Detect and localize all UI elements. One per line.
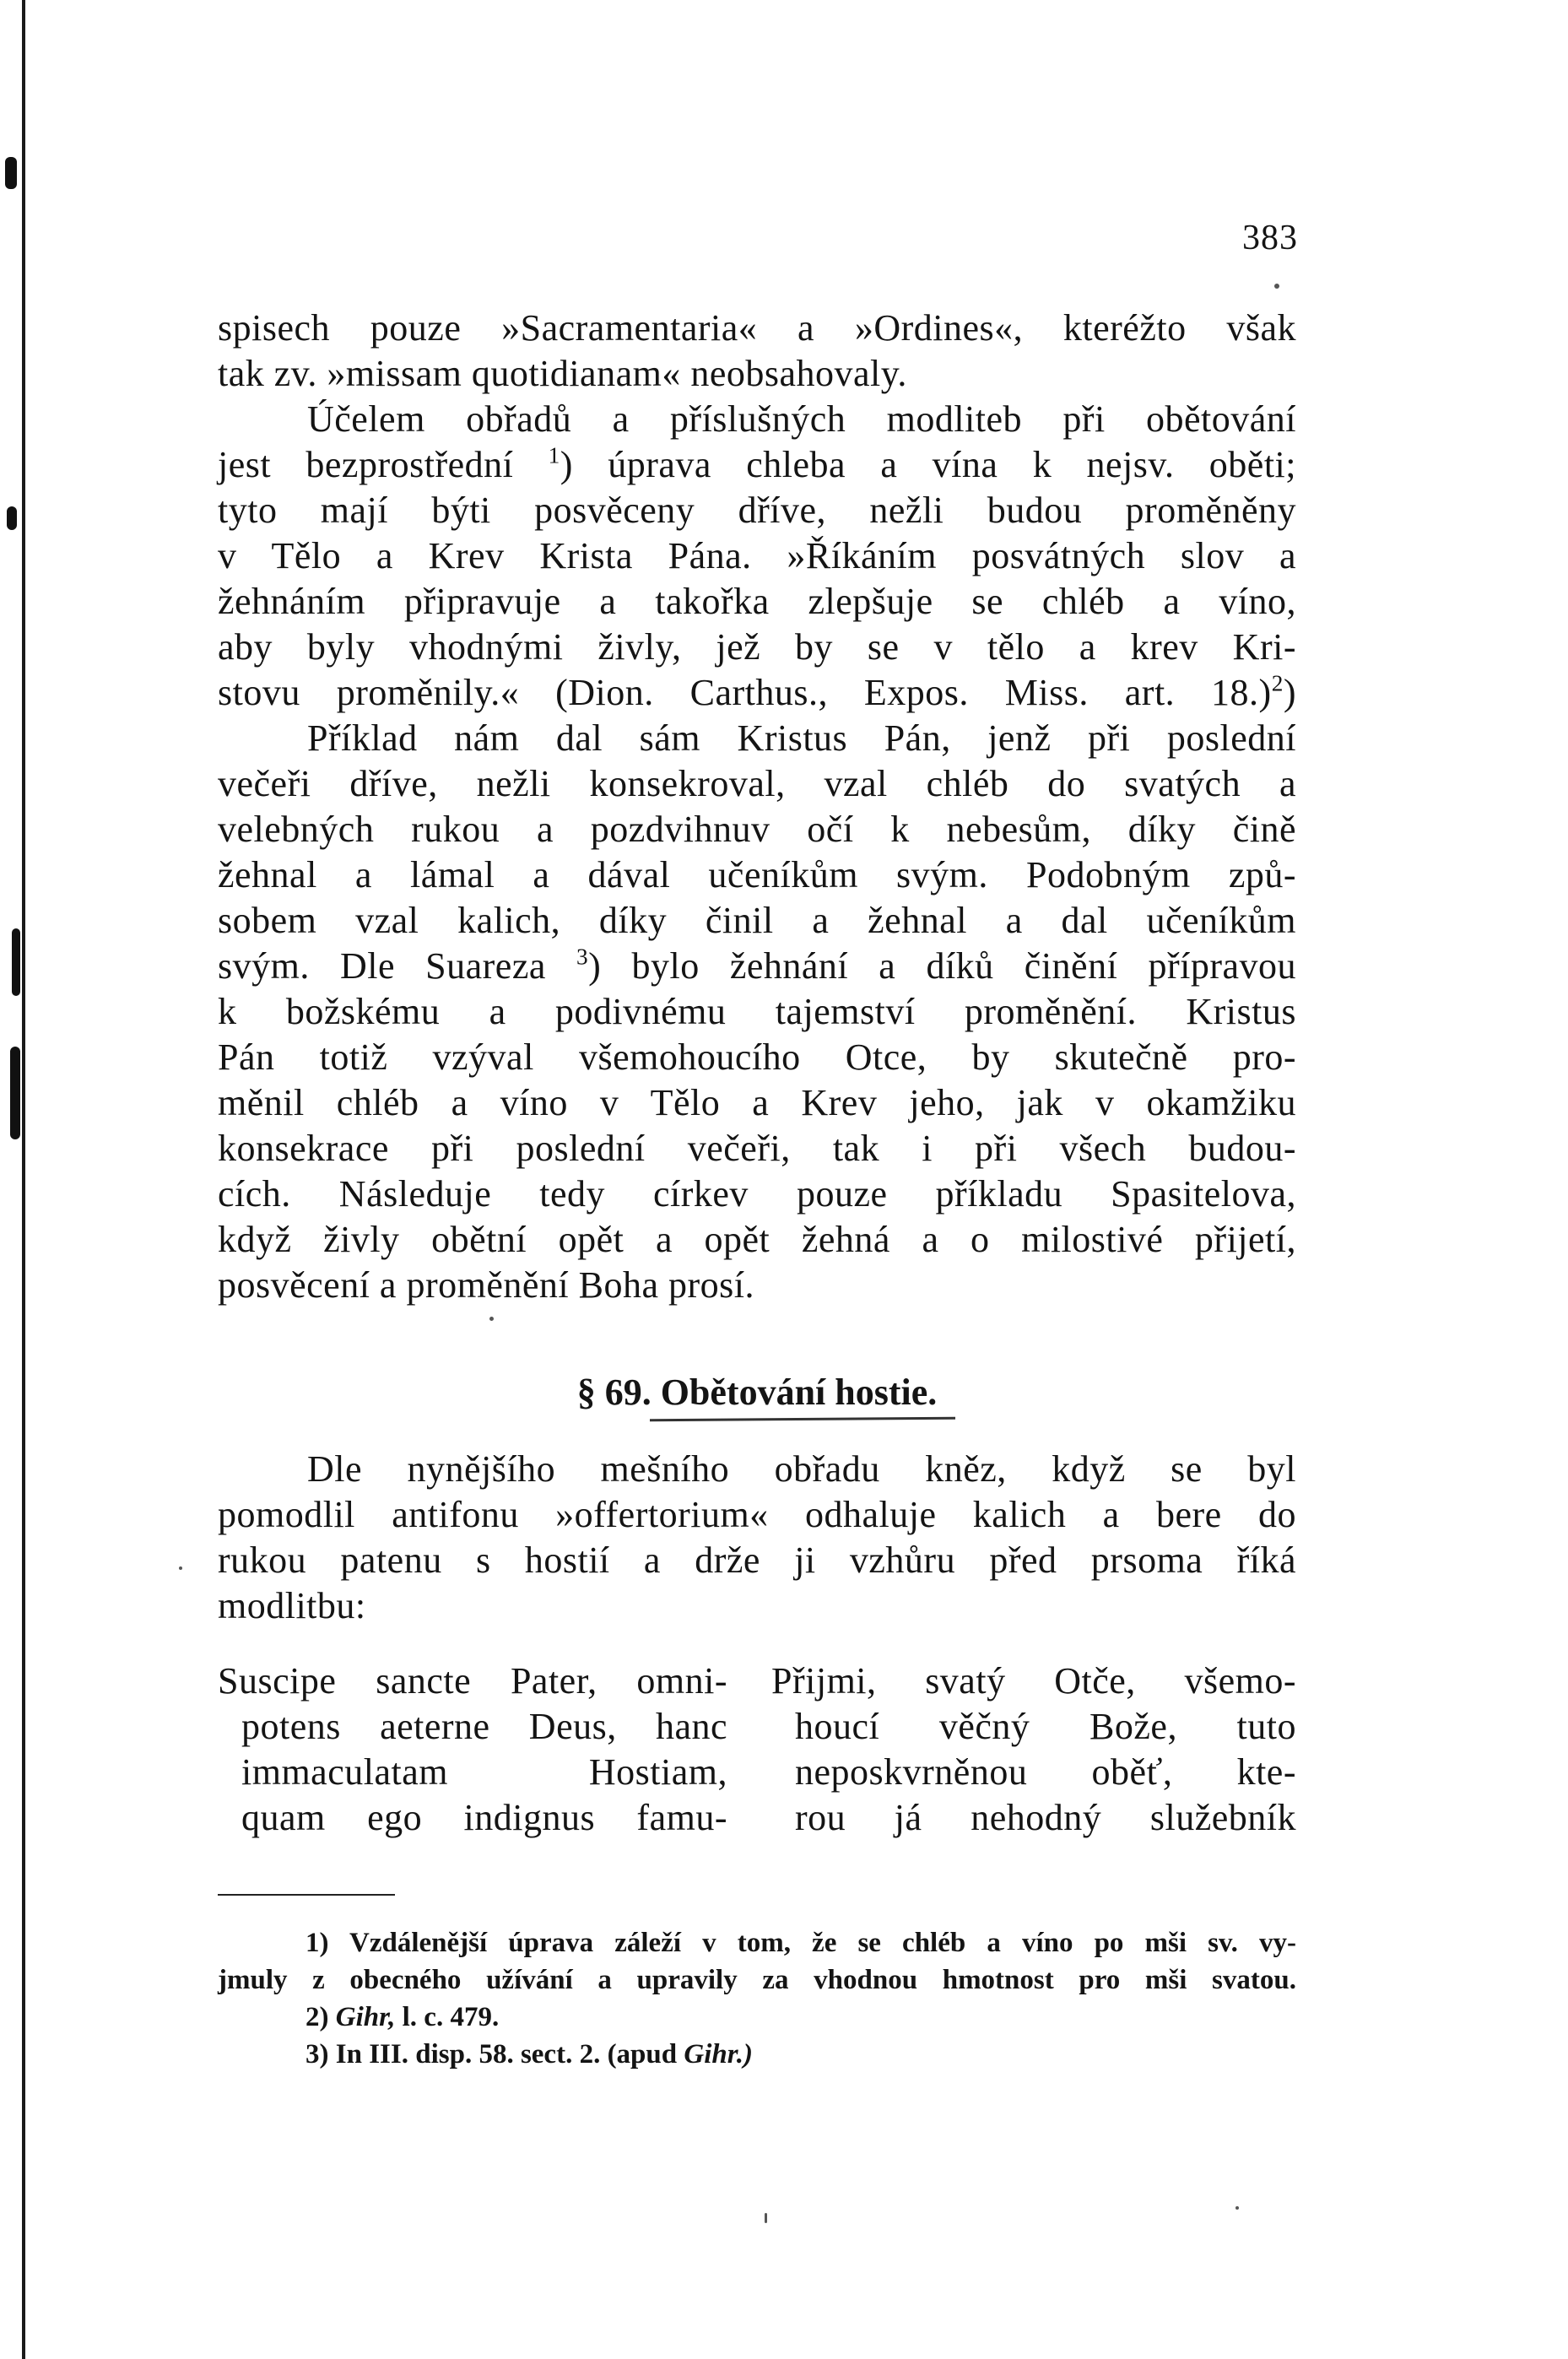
footnote-line [218, 1924, 1296, 1961]
text-line: velebných rukou a pozdvihnuv očí k nebesům, díky čině [218, 809, 1296, 850]
footnote-text: l. c. 479. [402, 2002, 500, 2032]
edge-mark [5, 157, 17, 189]
footnotes [218, 1924, 1296, 2073]
footnote-author: Gihr.) [684, 2039, 753, 2070]
scan-speck [765, 2213, 767, 2223]
edge-mark [10, 1047, 20, 1139]
text-line: když živly obětní opět a opět žehná a o milostivé přijetí, [218, 1219, 1296, 1260]
latin-column [218, 1658, 727, 1841]
text-line: k božskému a podivnému tajemství proměnění. Kristus [218, 991, 1296, 1032]
text-line: v Tělo a Krev Krista Pána. »Říkáním posvátných slov a [218, 535, 1296, 576]
text-line: Účelem obřadů a příslušných modliteb při obětování [307, 398, 1296, 440]
latin-line: quam ego indignus famu- [241, 1797, 727, 1838]
footnote-text: In III. disp. 58. sect. 2. (apud [335, 2039, 678, 2070]
text-line: Pán totiž vzýval všemohoucího Otce, by skutečně pro- [218, 1036, 1296, 1078]
text-line: tyto mají býti posvěceny dříve, nežli budou proměněny [218, 490, 1296, 531]
text-fragment: úprava chleba a vína k nejsv. oběti; [608, 444, 1297, 485]
text-line: sobem vzal kalich, díky činil a žehnal a dal učeníkům [218, 900, 1296, 941]
scan-speck [179, 1566, 182, 1570]
text-fragment: stovu proměnily.« (Dion. Carthus., Expos. Miss. art. 18.) [218, 672, 1272, 713]
text-line: večeři dříve, nežli konsekroval, vzal chléb do svatých a [218, 763, 1296, 804]
latin-line: immaculatam Hostiam, [241, 1751, 727, 1793]
text-fragment: jest bezprostřední [218, 444, 514, 485]
edge-mark [7, 506, 17, 530]
czech-line: rou já nehodný služebník [795, 1797, 1296, 1838]
text-line: svým. Dle Suareza $^3$) bylo žehnání a díků činění přípravou [218, 944, 1297, 987]
section-title: Obětování hostie. [660, 1372, 938, 1413]
text-line: žehnáním připravuje a takořka zlepšuje se chléb a víno, [218, 581, 1296, 622]
text-line: Dle nynějšího mešního obřadu kněz, když se byl [307, 1448, 1296, 1490]
latin-line: Suscipe sancte Pater, omni- [218, 1660, 727, 1702]
text-line: Příklad nám dal sám Kristus Pán, jenž při poslední [307, 717, 1296, 759]
footnote-ref: 1 [548, 442, 560, 468]
text-line: cích. Následuje tedy církev pouze příkladu Spasitelova, [218, 1173, 1296, 1215]
footnote-author: Gihr, [335, 2002, 396, 2032]
czech-line: houcí věčný Bože, tuto [795, 1706, 1296, 1747]
text-line: měnil chléb a víno v Tělo a Krev jeho, jak v okamžiku [218, 1082, 1296, 1123]
section-paragraph [218, 1447, 1296, 1629]
text-line: rukou patenu s hostií a drže ji vzhůru před prsoma říká [218, 1539, 1296, 1581]
prayer-columns [218, 1658, 1296, 1861]
footnote-line: jmuly z obecného užívání a upravily za vhodnou hmotnost pro mši svatou. [218, 1965, 1296, 1995]
scan-speck [489, 1317, 494, 1321]
text-fragment: svým. Dle Suareza [218, 945, 546, 987]
czech-line: Přijmi, svatý Otče, všemo- [771, 1660, 1296, 1702]
czech-column [771, 1658, 1296, 1841]
text-line: pomodlil antifonu »offertorium« odhaluje kalich a bere do [218, 1494, 1296, 1535]
page-number: 383 [1242, 219, 1298, 257]
footnote-mark: 2) [305, 2002, 329, 2032]
footnote-mark: 3) [305, 2039, 329, 2070]
text-line: žehnal a lámal a dával učeníkům svým. Podobným způ- [218, 854, 1296, 895]
text-line: jest bezprostřední $^1$) úprava chleba a vína k nejsv. oběti; [218, 442, 1297, 485]
czech-line: neposkvrněnou oběť, kte- [795, 1751, 1296, 1793]
scan-binding-edge [0, 0, 25, 2359]
text-line: spisech pouze »Sacramentaria« a »Ordines«, kteréžto však [218, 307, 1296, 349]
text-line: modlitbu: [218, 1585, 366, 1626]
text-line: stovu proměnily.« (Dion. Carthus., Expos. Miss. art. 18.)$^2$) [218, 670, 1296, 713]
body-text [218, 306, 1296, 1308]
footnote-ref: 2 [1271, 670, 1284, 696]
text-line: tak zv. »missam quotidianam« neobsahovaly. [218, 353, 907, 394]
footnote-mark: 1) [305, 1928, 329, 1958]
edge-mark [12, 928, 20, 996]
footnote-text: Vzdálenější úprava záleží v tom, že se chléb a víno po mši sv. vy- [349, 1928, 1297, 1958]
text-fragment: bylo žehnání a díků činění přípravou [631, 945, 1297, 987]
footnote-line [218, 1999, 1296, 2036]
section-number: § 69. [576, 1372, 652, 1413]
text-line: aby byly vhodnými živly, jež by se v tělo a krev Kri- [218, 626, 1296, 668]
text-line: konsekrace při poslední večeři, tak i při všech budou- [218, 1128, 1296, 1169]
text-line: posvěcení a proměnění Boha prosí. [218, 1264, 755, 1306]
footnote-rule [218, 1894, 395, 1896]
scan-speck [1274, 284, 1279, 289]
section-heading [218, 1367, 1296, 1418]
footnote-line [218, 2036, 1296, 2073]
footnote-ref: 3 [576, 944, 589, 970]
latin-line: potens aeterne Deus, hanc [241, 1706, 727, 1747]
scan-speck [1235, 2206, 1239, 2210]
